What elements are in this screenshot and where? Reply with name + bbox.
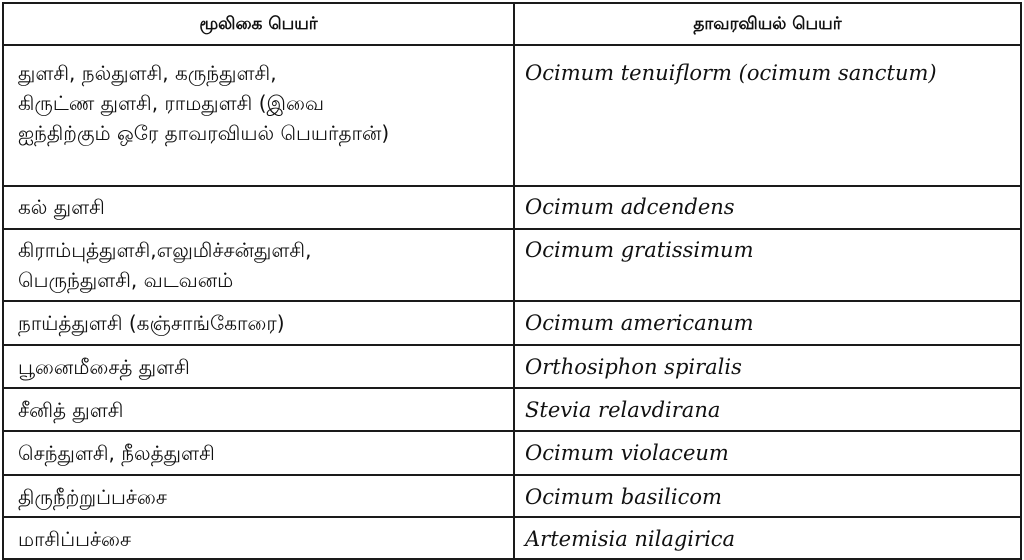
table-row	[3, 301, 1021, 345]
table-row	[3, 475, 1021, 517]
herb-name-line: பூனைமீசைத் துளசி	[18, 355, 190, 379]
herb-name-cell	[3, 475, 514, 517]
herb-name-line: திருநீற்றுப்பச்சை	[18, 485, 167, 509]
header-herb-name: மூலிகை பெயர்	[3, 3, 514, 45]
table-header-row	[3, 3, 1021, 45]
herb-name-line: நாய்த்துளசி (கஞ்சாங்கோரை)	[18, 311, 285, 335]
table-row	[3, 431, 1021, 475]
botanical-name-cell: Ocimum tenuiflorm (ocimum sanctum)	[514, 45, 1021, 186]
table-row	[3, 388, 1021, 431]
botanical-name-cell: Artemisia nilagirica	[514, 517, 1021, 559]
header-botanical-name: தாவரவியல் பெயர்	[514, 3, 1021, 45]
table-row	[3, 345, 1021, 388]
herb-name-cell	[3, 345, 514, 388]
herb-name-cell	[3, 186, 514, 229]
herb-name-line: கிருட்ண துளசி, ராமதுளசி (இவை	[18, 91, 325, 115]
botanical-name-cell: Ocimum adcendens	[514, 186, 1021, 229]
table-row	[3, 517, 1021, 559]
botanical-name-cell: Ocimum americanum	[514, 301, 1021, 345]
table-row	[3, 186, 1021, 229]
botanical-name-cell: Ocimum violaceum	[514, 431, 1021, 475]
herb-name-line: பெருந்துளசி, வடவனம்	[18, 268, 234, 292]
botanical-name-cell: Ocimum basilicom	[514, 475, 1021, 517]
herb-name-cell	[3, 388, 514, 431]
herb-name-cell	[3, 301, 514, 345]
herb-name-line: செந்துளசி, நீலத்துளசி	[18, 441, 215, 465]
botanical-name-cell: Stevia relavdirana	[514, 388, 1021, 431]
herb-name-line: ஐந்திற்கும் ஒரே தாவரவியல் பெயர்தான்)	[18, 121, 390, 145]
herb-name-line: கிராம்புத்துளசி,எலுமிச்சன்துளசி,	[18, 238, 312, 262]
herb-name-cell	[3, 45, 514, 186]
botanical-name-cell: Ocimum gratissimum	[514, 229, 1021, 301]
herb-name-line: துளசி, நல்துளசி, கருந்துளசி,	[18, 61, 277, 85]
herb-name-line: கல் துளசி	[18, 195, 105, 219]
herb-name-cell	[3, 229, 514, 301]
table-row	[3, 45, 1021, 186]
herb-name-cell	[3, 517, 514, 559]
table-row	[3, 229, 1021, 301]
herb-name-line: சீனித் துளசி	[18, 398, 124, 422]
herb-name-table	[2, 2, 1022, 560]
botanical-name-cell: Orthosiphon spiralis	[514, 345, 1021, 388]
herb-name-line: மாசிப்பச்சை	[18, 527, 132, 551]
herb-name-cell	[3, 431, 514, 475]
